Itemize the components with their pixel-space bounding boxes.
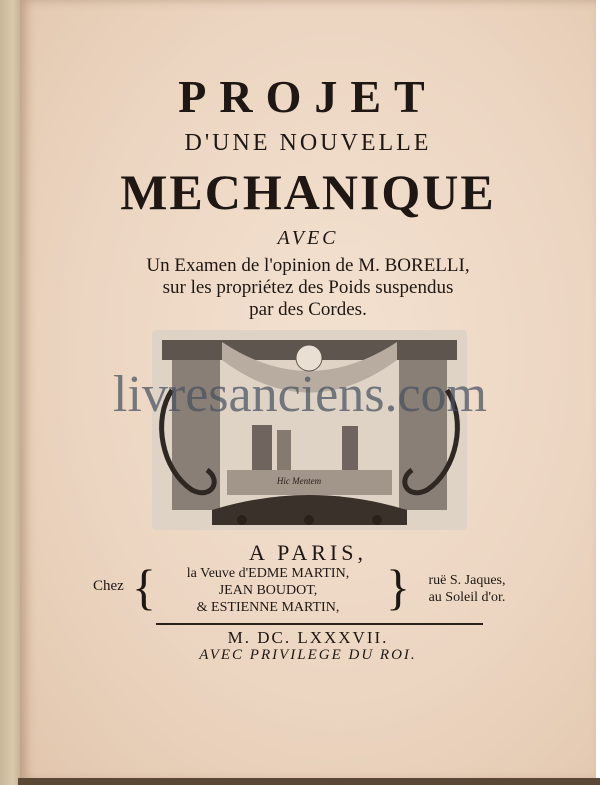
publisher-2: JEAN BOUDOT, <box>218 583 318 598</box>
book-spine <box>0 0 22 785</box>
engraving-vignette <box>152 330 467 530</box>
watermark: livresanciens.com <box>113 366 487 423</box>
page-bottom-edge <box>18 778 600 785</box>
title-mechanique: MECHANIQUE <box>120 164 496 220</box>
subtitle-line-3: par des Cordes. <box>249 299 367 320</box>
publication-year: M. DC. LXXXVII. <box>227 628 389 647</box>
left-brace: { <box>132 559 156 615</box>
divider-rule <box>156 623 483 625</box>
engraving-motto: Hic Mentem <box>276 476 322 486</box>
subtitle-line-2: sur les propriétez des Poids suspendus <box>162 277 454 298</box>
title-dune-nouvelle: D'UNE NOUVELLE <box>184 130 432 156</box>
publisher-3: & ESTIENNE MARTIN, <box>196 600 340 615</box>
royal-privilege: AVEC PRIVILEGE DU ROI. <box>199 647 417 663</box>
publishers-list <box>148 565 388 616</box>
title-projet: PROJET <box>178 71 438 122</box>
right-brace: } <box>386 559 410 615</box>
title-avec: AVEC <box>277 227 339 249</box>
imprint-chez: Chez <box>93 578 124 594</box>
subtitle <box>20 255 596 321</box>
publisher-address <box>412 572 522 606</box>
imprint-city: A PARIS, <box>248 540 367 565</box>
address-line-1: ruë S. Jaques, <box>428 573 506 588</box>
publisher-1: la Veuve d'EDME MARTIN, <box>186 566 350 581</box>
address-line-2: au Soleil d'or. <box>428 590 506 605</box>
subtitle-line-1: Un Examen de l'opinion de M. BORELLI, <box>146 255 470 276</box>
